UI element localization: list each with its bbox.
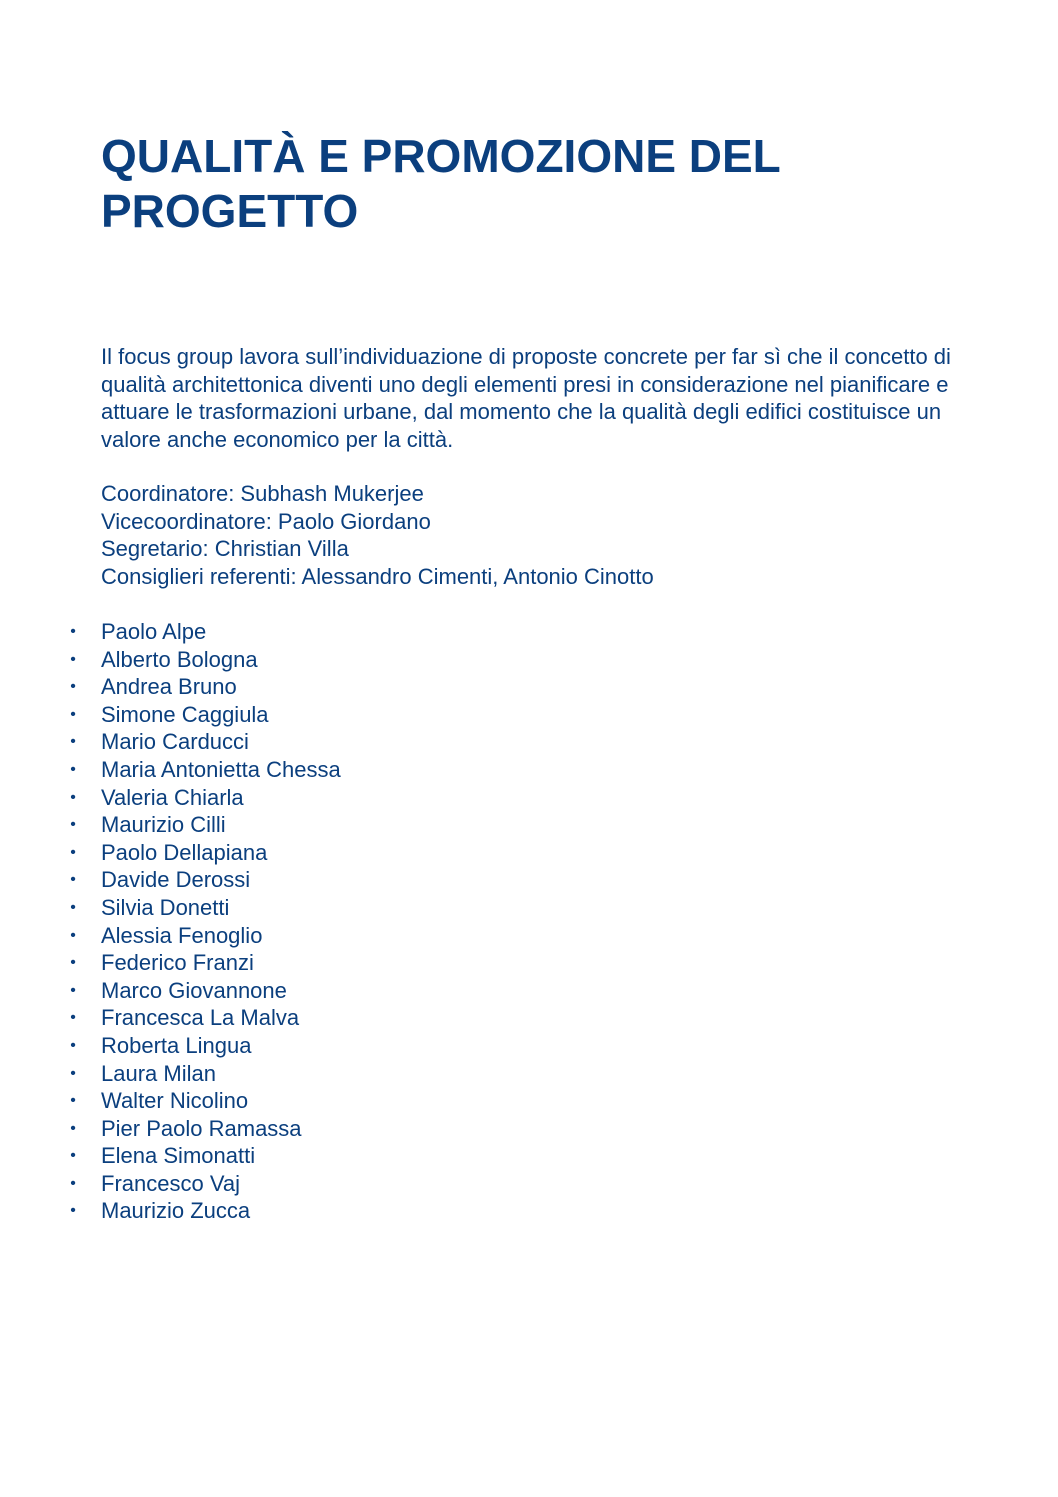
member-name: Alessia Fenoglio — [101, 922, 263, 948]
member-name: Paolo Alpe — [101, 619, 207, 644]
member-list-item — [0, 1087, 700, 1115]
bullet-icon: • — [70, 733, 76, 751]
member-name: Valeria Chiarla — [101, 784, 244, 810]
bullet-icon: • — [70, 1064, 76, 1082]
member-name: Paolo Dellapiana — [101, 839, 268, 865]
member-list-item — [0, 701, 700, 729]
member-name: Roberta Lingua — [101, 1032, 252, 1058]
bullet-icon: • — [70, 816, 76, 834]
member-name: Pier Paolo Ramassa — [101, 1115, 302, 1141]
bullet-icon: • — [70, 1147, 76, 1165]
member-name: Francesca La Malva — [101, 1005, 300, 1031]
member-list-item — [0, 1004, 700, 1032]
bullet-icon: • — [70, 760, 76, 778]
bullet-icon: • — [70, 623, 76, 640]
bullet-icon: • — [70, 926, 76, 944]
member-list-item — [0, 1197, 700, 1225]
role-vice-coordinator: Vicecoordinatore: Paolo Giordano — [101, 508, 431, 534]
member-name: Andrea Bruno — [101, 674, 237, 700]
member-list-item — [0, 756, 700, 784]
bullet-icon: • — [70, 871, 76, 889]
role-secretary: Segretario: Christian Villa — [101, 536, 349, 562]
members-list — [0, 618, 700, 1225]
member-list-item — [0, 646, 700, 674]
member-name: Maria Antonietta Chessa — [101, 756, 341, 782]
member-list-item — [0, 949, 700, 977]
member-list-item — [0, 811, 700, 839]
member-list-item — [0, 1060, 700, 1088]
member-name: Marco Giovannone — [101, 977, 287, 1003]
bullet-icon: • — [70, 954, 76, 972]
bullet-icon: • — [70, 788, 76, 806]
member-name: Francesco Vaj — [101, 1170, 240, 1196]
bullet-icon: • — [70, 1092, 76, 1110]
bullet-icon: • — [70, 981, 76, 999]
bullet-icon: • — [70, 650, 76, 668]
member-list-item — [0, 1032, 700, 1060]
intro-paragraph: Il focus group lavora sull’individuazione di proposte concrete per far sì che il concetto di qualità architettonica diventi uno degli elementi presi in considerazione nel pianificare e attuare le trasformazioni urbane, dal momento che la qualità degli edifici costituisce un valore anche economico per la città. — [101, 344, 951, 452]
member-name: Silvia Donetti — [101, 894, 230, 920]
member-list-item — [0, 866, 700, 894]
page-title: QUALITÀ E PROMOZIONE DEL PROGETTO — [101, 130, 780, 237]
role-coordinator: Coordinatore: Subhash Mukerjee — [101, 481, 424, 506]
bullet-icon: • — [70, 1202, 76, 1220]
bullet-icon: • — [70, 1009, 76, 1027]
bullet-icon: • — [70, 678, 76, 696]
role-council-referents: Consiglieri referenti: Alessandro Cimenti, Antonio Cinotto — [101, 563, 654, 589]
member-name: Federico Franzi — [101, 950, 254, 976]
member-name: Walter Nicolino — [101, 1088, 249, 1114]
member-list-item — [0, 1170, 700, 1198]
bullet-icon: • — [70, 843, 76, 861]
member-name: Maurizio Zucca — [101, 1198, 251, 1224]
member-name: Elena Simonatti — [101, 1143, 256, 1169]
member-list-item — [0, 784, 700, 812]
bullet-icon: • — [70, 1174, 76, 1192]
bullet-icon: • — [70, 1036, 76, 1054]
member-list-item — [0, 673, 700, 701]
member-name: Davide Derossi — [101, 867, 251, 893]
member-list-item — [0, 1115, 700, 1143]
member-list-item — [0, 1142, 700, 1170]
bullet-icon: • — [70, 898, 76, 916]
member-list-item — [0, 728, 700, 756]
member-name: Alberto Bologna — [101, 646, 258, 672]
roles-list — [101, 480, 961, 590]
member-list-item — [0, 839, 700, 867]
member-name: Laura Milan — [101, 1060, 216, 1086]
member-name: Maurizio Cilli — [101, 812, 226, 838]
bullet-icon: • — [70, 705, 76, 723]
member-list-item — [0, 618, 700, 646]
bullet-icon: • — [70, 1119, 76, 1137]
member-list-item — [0, 922, 700, 950]
member-name: Simone Caggiula — [101, 701, 269, 727]
member-name: Mario Carducci — [101, 729, 249, 755]
member-list-item — [0, 977, 700, 1005]
member-list-item — [0, 894, 700, 922]
